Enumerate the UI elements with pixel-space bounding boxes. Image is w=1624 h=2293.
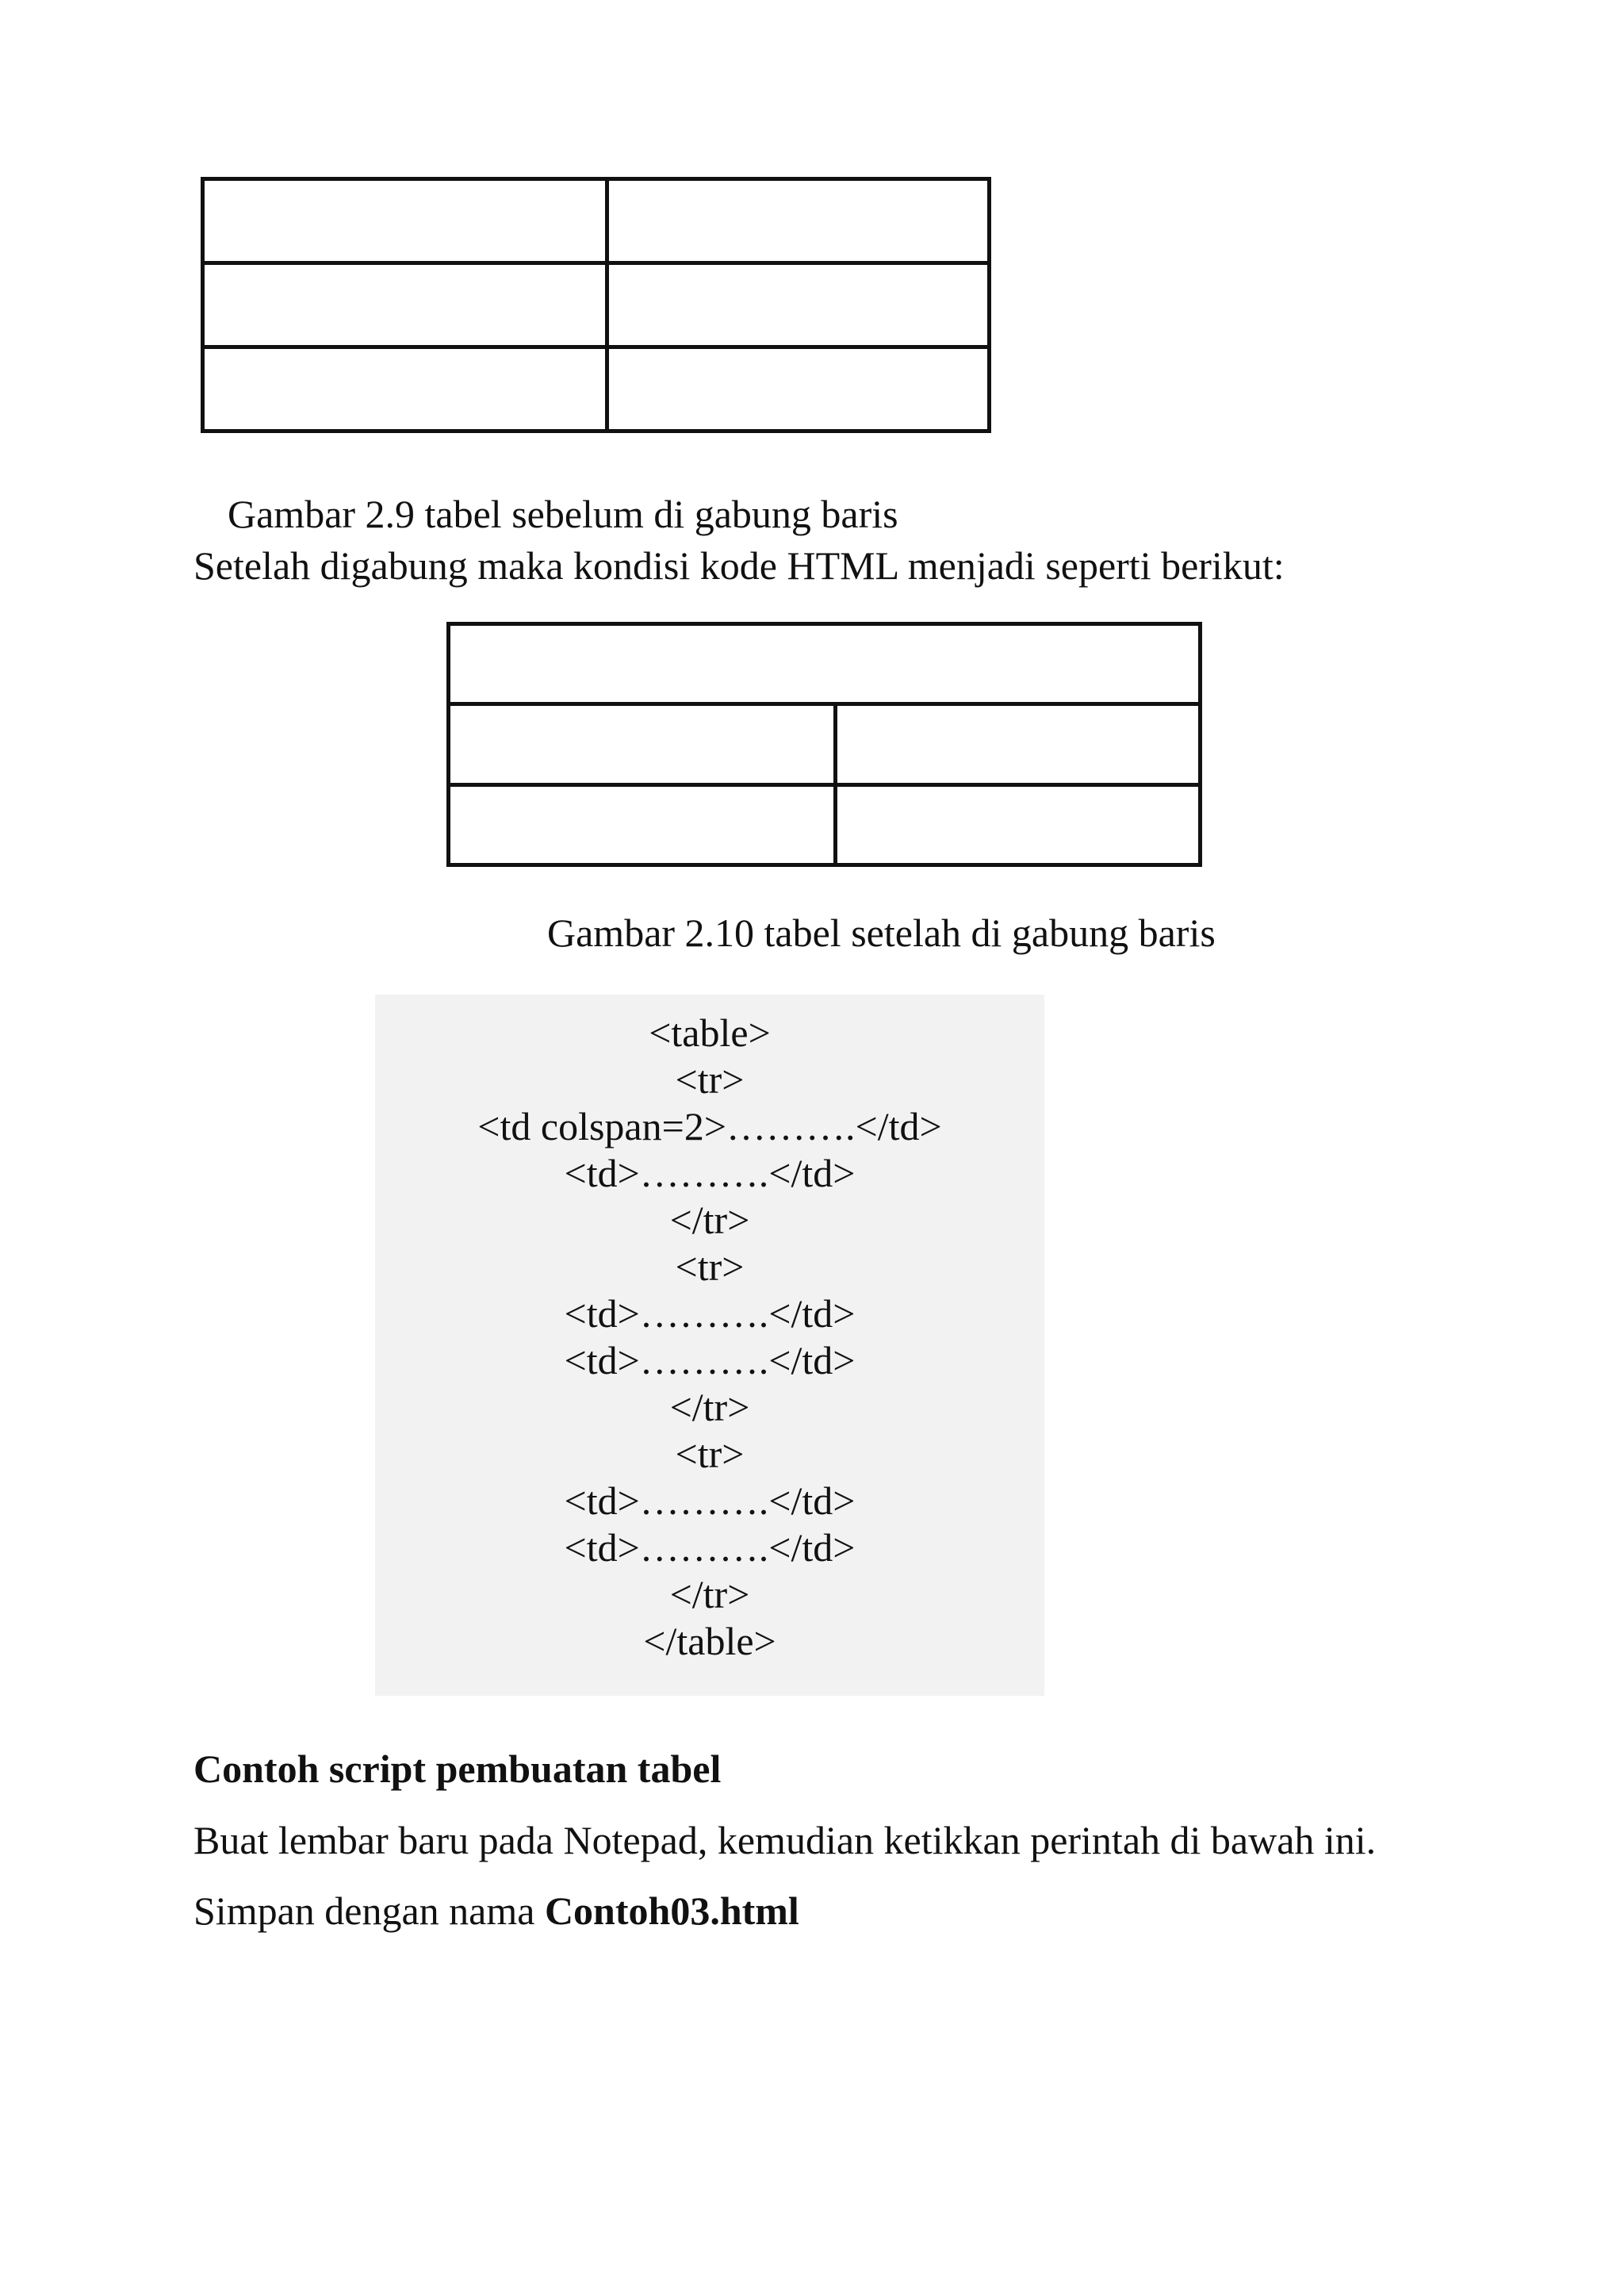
figure-caption-before: Gambar 2.9 tabel sebelum di gabung baris xyxy=(228,492,898,536)
code-line: <td>……….</td> xyxy=(564,1478,856,1523)
code-line: <td>……….</td> xyxy=(564,1291,856,1336)
intro-paragraph: Setelah digabung maka kondisi kode HTML menjadi seperti berikut: xyxy=(193,543,1285,588)
code-line: <td colspan=2>……….</td> xyxy=(477,1104,942,1148)
filename: Contoh03.html xyxy=(544,1888,799,1933)
code-line: <tr> xyxy=(675,1057,745,1102)
table-cell xyxy=(449,784,836,865)
code-line: <tr> xyxy=(675,1432,745,1476)
section-heading: Contoh script pembuatan tabel xyxy=(193,1747,722,1791)
code-line: <table> xyxy=(649,1010,771,1055)
code-line: </tr> xyxy=(669,1385,750,1429)
table-cell xyxy=(607,179,990,263)
table-before-merge xyxy=(201,177,991,433)
code-line: </table> xyxy=(643,1619,776,1663)
code-line: <td>……….</td> xyxy=(564,1525,856,1570)
save-instruction: Simpan dengan nama xyxy=(193,1888,545,1933)
table-cell xyxy=(203,179,607,263)
table-cell xyxy=(836,704,1201,784)
table-cell xyxy=(836,784,1201,865)
table-after-merge xyxy=(446,622,1202,867)
table-cell xyxy=(449,704,836,784)
merged-table-cell xyxy=(449,624,1201,704)
paragraph-save xyxy=(193,1887,799,1934)
table-cell xyxy=(607,263,990,347)
code-line: </tr> xyxy=(669,1572,750,1616)
code-sample-box xyxy=(375,995,1044,1696)
paragraph-notepad: Buat lembar baru pada Notepad, kemudian ketikkan perintah di bawah ini. xyxy=(193,1818,1377,1862)
code-line: </tr> xyxy=(669,1198,750,1242)
code-line: <td>……….</td> xyxy=(564,1338,856,1382)
code-line: <td>……….</td> xyxy=(564,1151,856,1195)
table-cell xyxy=(203,347,607,431)
table-cell xyxy=(203,263,607,347)
code-line: <tr> xyxy=(675,1244,745,1289)
figure-caption-after: Gambar 2.10 tabel setelah di gabung baris xyxy=(547,911,1216,955)
table-cell xyxy=(607,347,990,431)
